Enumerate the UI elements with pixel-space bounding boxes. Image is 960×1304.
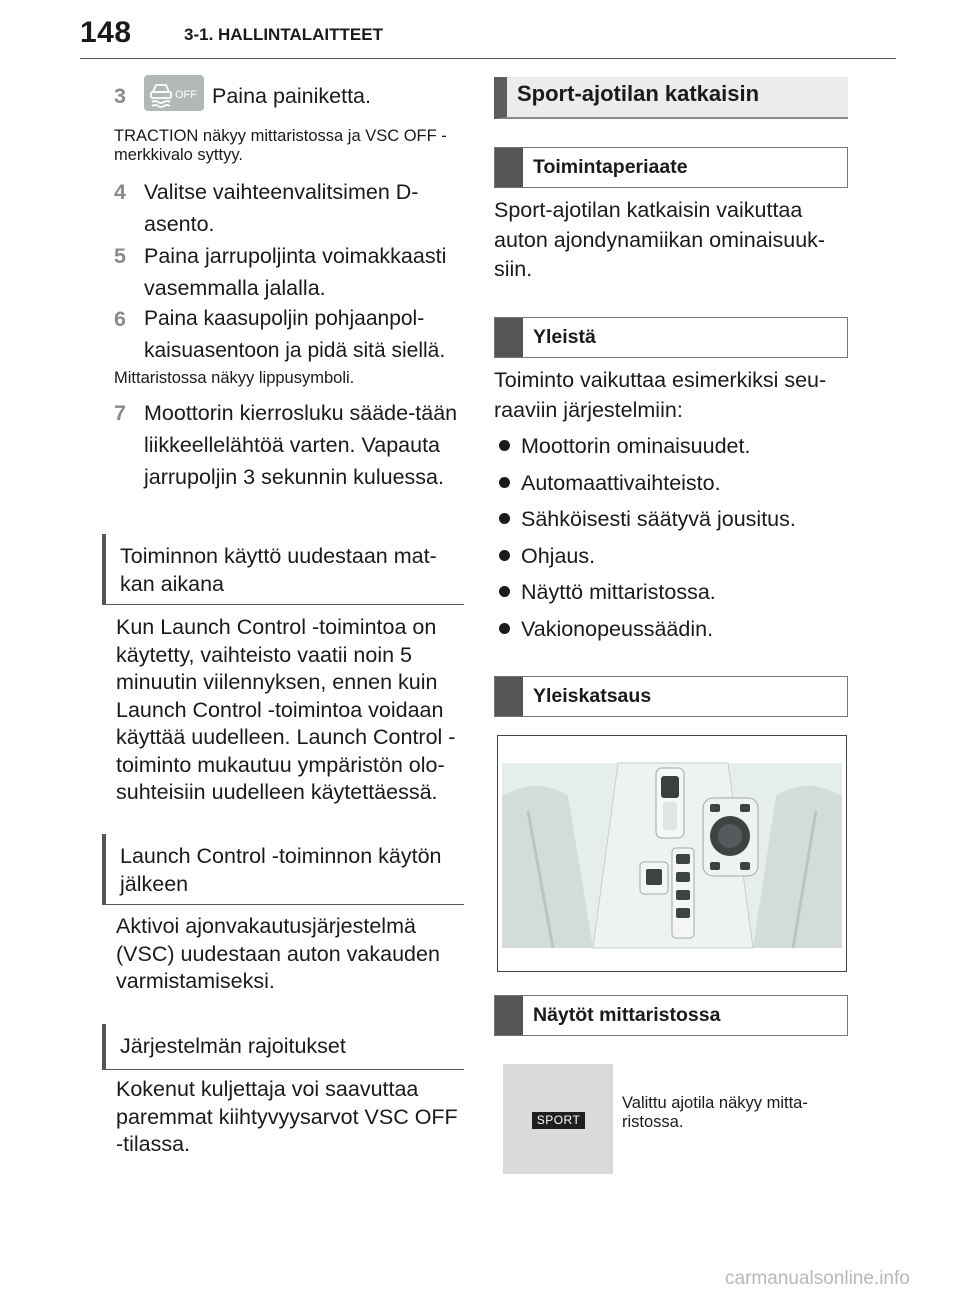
heading-bar	[495, 996, 523, 1035]
step-7	[114, 397, 474, 493]
subheading-label: Yleistä	[533, 326, 596, 348]
limits-paragraph: Kokenut kuljettaja voi saavuttaa paremmat kiihtyvyysarvot VSC OFF -tilassa.	[116, 1077, 458, 1156]
step-text: Paina jarrupoljinta voimakkaasti vasemmalla jalalla.	[144, 244, 447, 300]
reuse-paragraph: Kun Launch Control -toimintoa on käytetty, vaihteisto vaatii noin 5 minuutin viilennyksen, ennen kuin Launch Control -toimintoa voidaan käyttää uudelleen. Launch Control -toiminto mukautuu ympäristön olo-suhteisiin uudelleen käytettäessä.	[116, 615, 456, 804]
principle-paragraph: Sport-ajotilan katkaisin vaikuttaa auton ajondynamiikan ominaisuuk-siin.	[494, 198, 826, 281]
heading-bar	[495, 148, 523, 187]
step-text: Moottorin kierrosluku sääde-tään liikkeellelähtöä varten. Vapauta jarrupoljin 3 sekunnin kuluessa.	[144, 401, 458, 489]
step-text: Paina painiketta.	[212, 84, 371, 108]
icon-off-label: OFF	[175, 89, 197, 101]
center-console-illustration	[497, 735, 847, 972]
subheading-displays	[494, 995, 848, 1036]
list-item: Ohjaus.	[499, 538, 796, 575]
affected-systems-list	[499, 428, 796, 647]
flag-note: Mittaristossa näkyy lippusymboli.	[114, 369, 355, 387]
subheading-overview	[494, 676, 848, 717]
step-number: 3	[114, 84, 126, 108]
bullet-icon	[499, 440, 510, 451]
display-caption: Valittu ajotila näkyy mitta-ristossa.	[622, 1094, 808, 1131]
step-number: 7	[114, 401, 126, 425]
after-use-paragraph: Aktivoi ajonvakautusjärjestelmä (VSC) uudestaan auton vakauden varmistamiseksi.	[116, 914, 440, 993]
section-title-sport-switch: Sport-ajotilan katkaisin	[494, 77, 848, 119]
traction-note: TRACTION näkyy mittaristossa ja VSC OFF -merkkivalo syttyy.	[114, 127, 447, 164]
subheading-label: Yleiskatsaus	[533, 685, 652, 707]
subheading-label: Näytöt mittaristossa	[533, 1004, 721, 1026]
subheading-general	[494, 317, 848, 358]
list-item: Moottorin ominaisuudet.	[499, 428, 796, 465]
list-item: Näyttö mittaristossa.	[499, 574, 796, 611]
traction-off-icon	[144, 75, 204, 111]
bullet-icon	[499, 550, 510, 561]
step-4	[114, 176, 474, 240]
step-number: 4	[114, 180, 126, 204]
subheading-principle	[494, 147, 848, 188]
heading-bar	[495, 318, 523, 357]
sport-mode-badge: SPORT	[532, 1112, 585, 1129]
step-6	[114, 303, 474, 367]
bullet-icon	[499, 623, 510, 634]
section-heading-reuse: Toiminnon käyttö uudestaan mat-kan aikana	[102, 534, 464, 605]
watermark: carmanualsonline.info	[725, 1268, 910, 1289]
step-5	[114, 240, 474, 304]
subheading-label: Toimintaperiaate	[533, 156, 688, 178]
section-heading-after-use: Launch Control -toiminnon käytön jälkeen	[102, 834, 464, 905]
step-number: 6	[114, 307, 126, 331]
general-intro: Toiminto vaikuttaa esimerkiksi seu-raaviin järjestelmiin:	[494, 368, 827, 422]
page-number: 148	[80, 16, 132, 49]
list-item: Sähköisesti säätyvä jousitus.	[499, 501, 796, 538]
list-item: Automaattivaihteisto.	[499, 465, 796, 502]
cluster-display-thumbnail	[503, 1064, 613, 1174]
list-item: Vakionopeussäädin.	[499, 611, 796, 648]
heading-bar	[495, 677, 523, 716]
step-text: Valitse vaihteenvalitsimen D-asento.	[144, 180, 419, 236]
section-heading-limits: Järjestelmän rajoitukset	[102, 1024, 464, 1070]
header-divider	[80, 58, 896, 59]
step-text: Paina kaasupoljin pohjaanpol-kaisuasentoon ja pidä sitä siellä.	[144, 307, 446, 362]
bullet-icon	[499, 586, 510, 597]
chapter-title: 3-1. HALLINTALAITTEET	[184, 25, 383, 44]
bullet-icon	[499, 477, 510, 488]
step-number: 5	[114, 244, 126, 268]
bullet-icon	[499, 513, 510, 524]
